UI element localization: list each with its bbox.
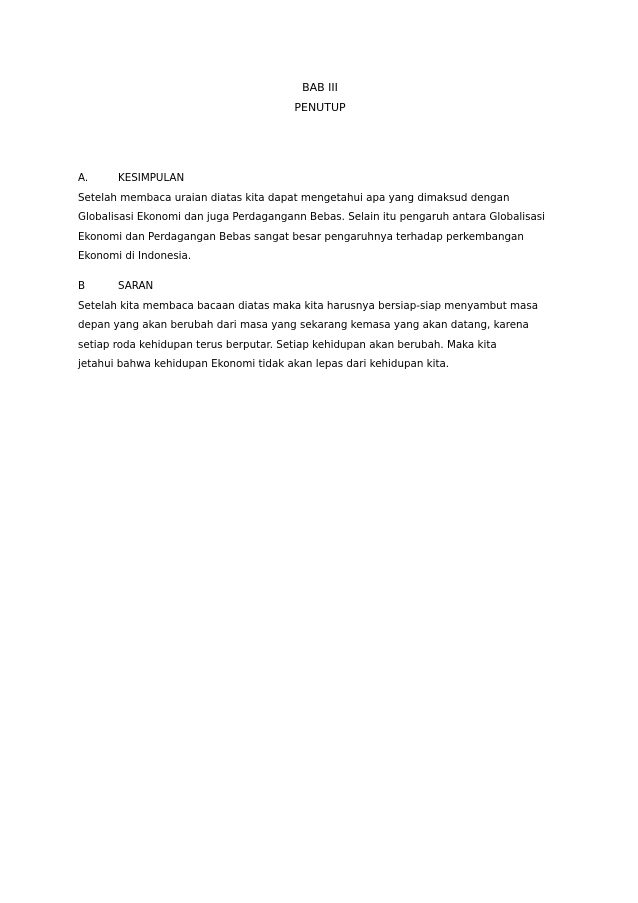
section-title: SARAN (118, 280, 154, 292)
section-heading (78, 169, 578, 189)
paragraph-line: Setelah kita membaca bacaan diatas maka kita harusnya bersiap-siap menyambut masa (78, 299, 539, 312)
chapter-title: PENUTUP (294, 101, 346, 114)
section-title: KESIMPULAN (118, 172, 185, 184)
paragraph-line: Ekonomi di Indonesia. (78, 250, 192, 263)
paragraph-line: Globalisasi Ekonomi dan juga Perdagangann Bebas. Selain itu pengaruh antara Globalisasi (78, 211, 546, 224)
paragraph-line: setiap roda kehidupan terus berputar. Setiap kehidupan akan berubah. Maka kita (78, 338, 497, 351)
section-letter: A. (78, 172, 89, 184)
chapter-heading (210, 78, 430, 118)
section-heading (78, 277, 578, 297)
section-kesimpulan (78, 169, 578, 267)
chapter-number: BAB III (302, 81, 338, 94)
section-letter: B (78, 280, 86, 292)
paragraph-line: jetahui bahwa kehidupan Ekonomi tidak akan lepas dari kehidupan kita. (78, 358, 450, 371)
section-saran (78, 277, 578, 375)
paragraph-line: depan yang akan berubah dari masa yang sekarang kemasa yang akan datang, karena (78, 319, 529, 332)
paragraph-line: Ekonomi dan Perdagangan Bebas sangat besar pengaruhnya terhadap perkembangan (78, 230, 524, 243)
paragraph-line: Setelah membaca uraian diatas kita dapat mengetahui apa yang dimaksud dengan (78, 191, 510, 204)
